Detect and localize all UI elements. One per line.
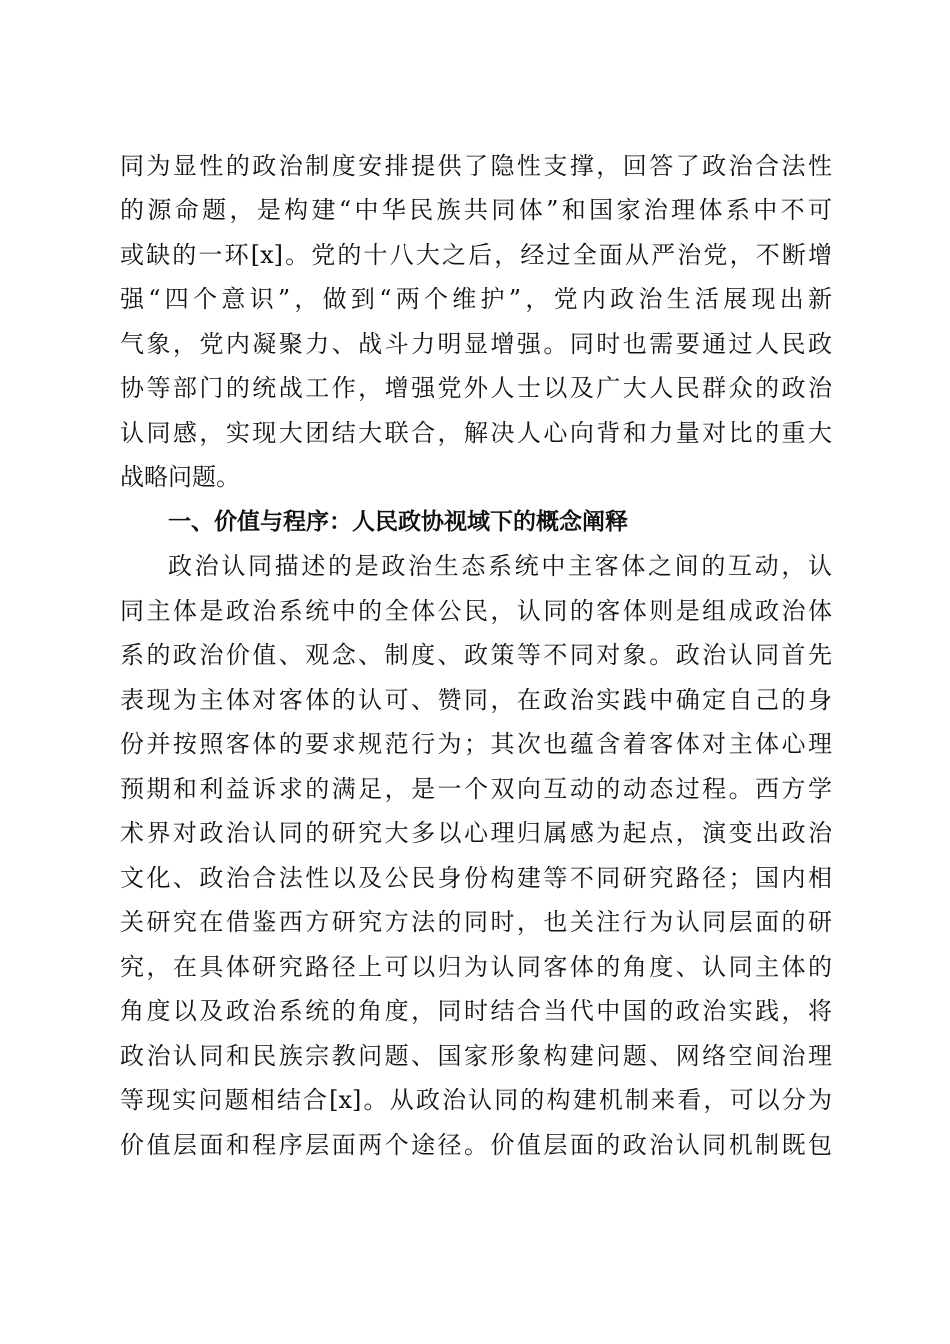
paragraph-line: 同主体是政治系统中的全体公民，认同的客体则是组成政治体 — [120, 597, 832, 625]
paragraph-line: 政治认同和民族宗教问题、国家形象构建问题、网络空间治理 — [120, 1042, 832, 1070]
paragraph-line: 角度以及政治系统的角度，同时结合当代中国的政治实践，将 — [120, 997, 832, 1025]
paragraph-line: 等现实问题相结合[x]。从政治认同的构建机制来看，可以分为 — [120, 1086, 832, 1114]
paragraph-line: 强“四个意识”，做到“两个维护”，党内政治生活展现出新 — [120, 285, 832, 313]
paragraph-line: 气象，党内凝聚力、战斗力明显增强。同时也需要通过人民政 — [120, 330, 832, 358]
paragraph-line: 份并按照客体的要求规范行为；其次也蕴含着客体对主体心理 — [120, 730, 832, 758]
paragraph-line: 术界对政治认同的研究大多以心理归属感为起点，演变出政治 — [120, 819, 832, 847]
paragraph-line: 战略问题。 — [120, 463, 240, 491]
paragraph-line: 究，在具体研究路径上可以归为认同客体的角度、认同主体的 — [120, 953, 832, 981]
paragraph-line: 关研究在借鉴西方研究方法的同时，也关注行为认同层面的研 — [120, 908, 832, 936]
paragraph-line: 表现为主体对客体的认可、赞同，在政治实践中确定自己的身 — [120, 686, 832, 714]
paragraph-line: 的源命题，是构建“中华民族共同体”和国家治理体系中不可 — [120, 196, 832, 224]
section-heading: 一、价值与程序：人民政协视域下的概念阐释 — [168, 509, 628, 535]
paragraph-line: 政治认同描述的是政治生态系统中主客体之间的互动，认 — [168, 552, 832, 580]
paragraph-line: 或缺的一环[x]。党的十八大之后，经过全面从严治党，不断增 — [120, 241, 832, 269]
paragraph-line: 协等部门的统战工作，增强党外人士以及广大人民群众的政治 — [120, 374, 832, 402]
paragraph-line: 同为显性的政治制度安排提供了隐性支撑，回答了政治合法性 — [120, 152, 832, 180]
paragraph-line: 文化、政治合法性以及公民身份构建等不同研究路径；国内相 — [120, 864, 832, 892]
paragraph-line: 价值层面和程序层面两个途径。价值层面的政治认同机制既包 — [120, 1131, 832, 1159]
paragraph-line: 认同感，实现大团结大联合，解决人心向背和力量对比的重大 — [120, 419, 832, 447]
paragraph-line: 系的政治价值、观念、制度、政策等不同对象。政治认同首先 — [120, 641, 832, 669]
paragraph-line: 预期和利益诉求的满足，是一个双向互动的动态过程。西方学 — [120, 775, 832, 803]
